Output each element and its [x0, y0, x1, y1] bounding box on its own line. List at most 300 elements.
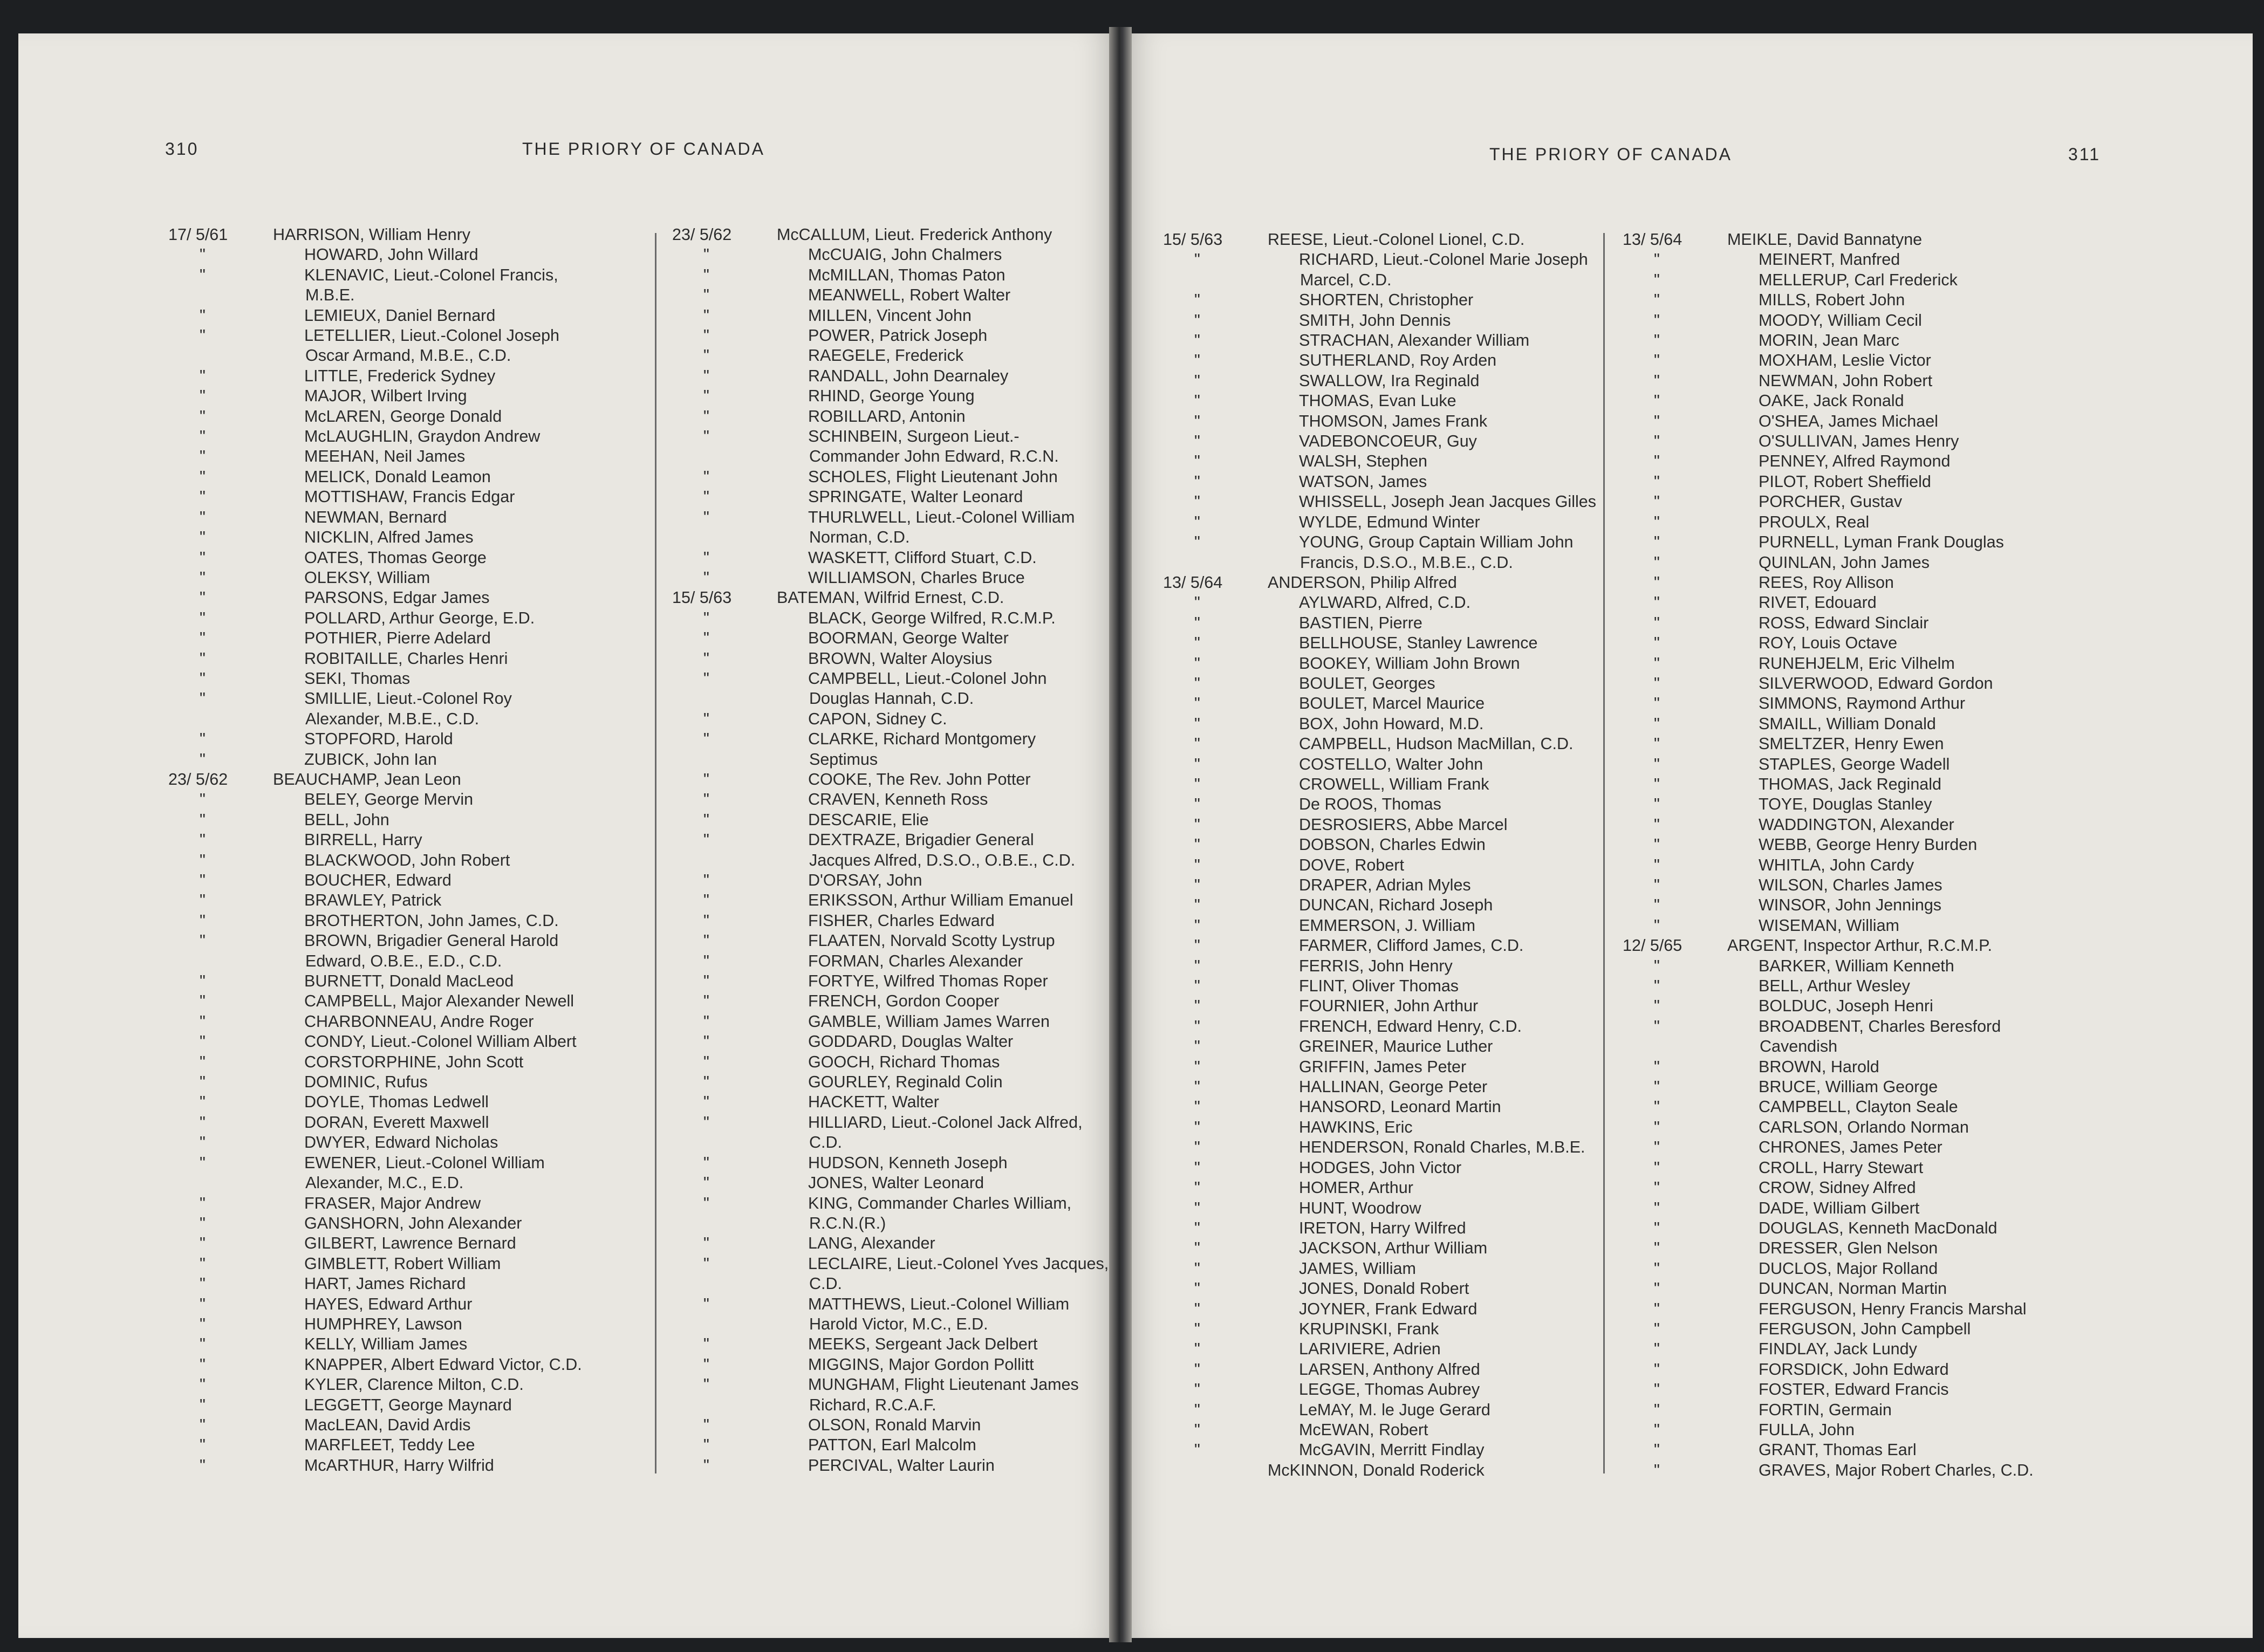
- list-item: [1163, 512, 1655, 532]
- list-item: [1163, 855, 1655, 875]
- member-name: GREINER, Maurice Luther: [1299, 1037, 1493, 1056]
- member-name: CHARBONNEAU, Andre Roger: [304, 1012, 534, 1031]
- list-item: [672, 709, 1109, 729]
- investiture-date: ": [703, 629, 709, 648]
- member-name: DUNCAN, Norman Martin: [1759, 1279, 1947, 1298]
- member-name: FULLA, John: [1759, 1420, 1855, 1439]
- list-item: [1623, 371, 2205, 391]
- list-item: [1163, 633, 1655, 653]
- date-spacer: [672, 527, 777, 547]
- list-item-continuation: [168, 285, 654, 305]
- investiture-date: ": [703, 1415, 709, 1434]
- investiture-date: ": [703, 568, 709, 587]
- list-item: [1623, 412, 2205, 431]
- member-name: LEMIEUX, Daniel Bernard: [304, 306, 496, 325]
- investiture-date: ": [1194, 1098, 1200, 1116]
- list-item: [1163, 331, 1655, 351]
- column-rule: [655, 233, 656, 1473]
- list-item: [168, 427, 654, 447]
- member-name: LeMAY, M. le Juge Gerard: [1299, 1400, 1490, 1419]
- member-name-continuation: Douglas Hannah, C.D.: [809, 689, 974, 708]
- investiture-date: ": [1194, 1319, 1200, 1338]
- member-name: MIGGINS, Major Gordon Pollitt: [808, 1355, 1034, 1374]
- investiture-date: ": [703, 508, 709, 526]
- list-item: [1163, 1097, 1655, 1117]
- member-name: COOKE, The Rev. John Potter: [808, 770, 1031, 789]
- investiture-date: ": [200, 1214, 206, 1232]
- list-item: [1163, 1218, 1655, 1238]
- investiture-date: ": [200, 548, 206, 567]
- list-item-continuation: [168, 1173, 654, 1193]
- investiture-date: ": [200, 326, 206, 345]
- member-name: HAWKINS, Eric: [1299, 1118, 1413, 1136]
- member-name: MEIKLE, David Bannatyne: [1727, 230, 1923, 249]
- investiture-date: ": [200, 669, 206, 688]
- member-name: FRENCH, Gordon Cooper: [808, 992, 1000, 1011]
- list-item: [1623, 755, 2205, 774]
- member-name: PORCHER, Gustav: [1759, 492, 1903, 511]
- list-item: [168, 770, 654, 790]
- list-item: [672, 1194, 1109, 1214]
- member-name: MAJOR, Wilbert Irving: [304, 387, 467, 406]
- list-item: [1163, 311, 1655, 331]
- list-item: [672, 1032, 1109, 1052]
- member-name: NICKLIN, Alfred James: [304, 528, 474, 547]
- member-name: OLSON, Ronald Marvin: [808, 1415, 981, 1434]
- member-name: GIMBLETT, Robert William: [304, 1254, 501, 1273]
- member-name: DWYER, Edward Nicholas: [304, 1133, 498, 1152]
- member-name: DESROSIERS, Abbe Marcel: [1299, 815, 1508, 834]
- investiture-date: ": [1654, 997, 1660, 1016]
- member-name: MEANWELL, Robert Walter: [808, 286, 1011, 305]
- investiture-date: ": [1194, 392, 1200, 410]
- member-name: ARGENT, Inspector Arthur, R.C.M.P.: [1727, 936, 1992, 955]
- list-item: [1623, 774, 2205, 794]
- list-item-continuation: [672, 1133, 1109, 1153]
- member-name: SILVERWOOD, Edward Gordon: [1759, 674, 1993, 693]
- list-item: [1623, 1299, 2205, 1319]
- member-name: HACKETT, Walter: [808, 1093, 939, 1112]
- investiture-date: ": [1654, 593, 1660, 612]
- list-item-continuation: [672, 851, 1109, 870]
- investiture-date: ": [1194, 735, 1200, 753]
- investiture-date: ": [200, 407, 206, 426]
- investiture-date: ": [703, 1355, 709, 1374]
- list-item: [1163, 1017, 1655, 1037]
- member-name: DOYLE, Thomas Ledwell: [304, 1093, 489, 1112]
- list-item: [168, 1254, 654, 1274]
- member-name: CARLSON, Orlando Norman: [1759, 1118, 1969, 1136]
- list-item: [168, 729, 654, 749]
- investiture-date: ": [1654, 956, 1660, 975]
- list-item: [1623, 492, 2205, 512]
- list-item: [168, 386, 654, 406]
- investiture-date: ": [703, 1294, 709, 1313]
- investiture-date: ": [1654, 331, 1660, 350]
- investiture-date: ": [1654, 634, 1660, 653]
- member-name: D'ORSAY, John: [808, 871, 922, 889]
- investiture-date: ": [1654, 815, 1660, 834]
- list-item: [168, 1214, 654, 1233]
- member-name: PILOT, Robert Sheffield: [1759, 472, 1931, 491]
- investiture-date: ": [1654, 1078, 1660, 1096]
- member-name: HUNT, Woodrow: [1299, 1198, 1421, 1217]
- investiture-date: ": [1194, 1259, 1200, 1278]
- entry-column: [1163, 230, 1655, 1480]
- member-name: FRASER, Major Andrew: [304, 1194, 481, 1212]
- date-spacer: [168, 285, 273, 305]
- member-name: PROULX, Real: [1759, 512, 1870, 531]
- member-name: BIRRELL, Harry: [304, 831, 422, 849]
- list-item: [1623, 855, 2205, 875]
- list-item: [1163, 654, 1655, 674]
- investiture-date: ": [1194, 956, 1200, 975]
- investiture-date: ": [1194, 634, 1200, 653]
- date-spacer: [672, 689, 777, 709]
- investiture-date: ": [1194, 977, 1200, 996]
- date-spacer: [672, 1314, 777, 1334]
- list-item: [672, 548, 1109, 568]
- member-name: DORAN, Everett Maxwell: [304, 1113, 489, 1132]
- list-item: [1623, 553, 2205, 573]
- investiture-date: ": [1194, 432, 1200, 451]
- list-item-continuation: [672, 1274, 1109, 1294]
- member-name: McMILLAN, Thomas Paton: [808, 265, 1006, 284]
- investiture-date: ": [1194, 1380, 1200, 1399]
- list-item: [1163, 936, 1655, 956]
- investiture-date: ": [1194, 1178, 1200, 1197]
- investiture-date: 13/ 5/64: [1163, 573, 1223, 592]
- list-item: [168, 628, 654, 648]
- member-name: CLARKE, Richard Montgomery: [808, 730, 1036, 749]
- list-item: [1623, 431, 2205, 451]
- list-item: [672, 951, 1109, 971]
- investiture-date: ": [703, 831, 709, 849]
- list-item: [1623, 1360, 2205, 1380]
- list-item: [168, 467, 654, 487]
- member-name: ANDERSON, Philip Alfred: [1268, 573, 1457, 592]
- member-name: WILLIAMSON, Charles Bruce: [808, 568, 1025, 587]
- list-item: [1163, 593, 1655, 613]
- member-name: DOMINIC, Rufus: [304, 1073, 428, 1092]
- investiture-date: ": [1654, 714, 1660, 733]
- member-name: WISEMAN, William: [1759, 916, 1899, 935]
- member-name: KING, Commander Charles William,: [808, 1194, 1072, 1212]
- investiture-date: ": [1194, 1239, 1200, 1258]
- list-item: [1623, 1118, 2205, 1137]
- list-item: [168, 608, 654, 628]
- investiture-date: ": [1654, 855, 1660, 874]
- investiture-date: ": [703, 407, 709, 426]
- investiture-date: ": [703, 306, 709, 325]
- member-name: MELICK, Donald Leamon: [304, 467, 491, 486]
- member-name: McCUAIG, John Chalmers: [808, 245, 1002, 264]
- investiture-date: ": [1654, 1461, 1660, 1479]
- member-name: SEKI, Thomas: [304, 669, 411, 688]
- list-item: [1623, 694, 2205, 714]
- date-spacer: [672, 1133, 777, 1153]
- investiture-date: ": [1194, 1198, 1200, 1217]
- member-name: McLAUGHLIN, Graydon Andrew: [304, 427, 541, 446]
- investiture-date: 17/ 5/61: [168, 225, 228, 244]
- member-name: HAYES, Edward Arthur: [304, 1294, 473, 1313]
- member-name: YOUNG, Group Captain William John: [1299, 533, 1574, 552]
- member-name: FOSTER, Edward Francis: [1759, 1380, 1949, 1399]
- investiture-date: ": [1654, 1239, 1660, 1258]
- investiture-date: ": [200, 831, 206, 849]
- investiture-date: ": [703, 1093, 709, 1112]
- investiture-date: ": [200, 1012, 206, 1031]
- investiture-date: ": [1194, 291, 1200, 310]
- list-item: [1623, 1238, 2205, 1258]
- investiture-date: ": [703, 951, 709, 970]
- investiture-date: ": [703, 265, 709, 284]
- member-name: BELL, John: [304, 810, 389, 829]
- member-name: HART, James Richard: [304, 1274, 466, 1293]
- investiture-date: ": [1194, 896, 1200, 915]
- list-item: [1623, 794, 2205, 814]
- list-item: [672, 649, 1109, 669]
- investiture-date: ": [200, 568, 206, 587]
- investiture-date: ": [1194, 452, 1200, 471]
- investiture-date: ": [200, 1436, 206, 1455]
- investiture-date: ": [703, 992, 709, 1011]
- investiture-date: ": [1654, 1340, 1660, 1359]
- list-item: [1623, 1137, 2205, 1157]
- list-item: [168, 1072, 654, 1092]
- list-item: [1623, 1380, 2205, 1400]
- member-name: ERIKSSON, Arthur William Emanuel: [808, 891, 1073, 910]
- investiture-date: ": [1194, 1360, 1200, 1379]
- list-item: [672, 386, 1109, 406]
- list-item: [1163, 1319, 1655, 1339]
- member-name: EMMERSON, J. William: [1299, 916, 1476, 935]
- list-item: [672, 729, 1109, 749]
- member-name: BOUCHER, Edward: [304, 871, 452, 889]
- date-spacer: [672, 1274, 777, 1294]
- member-name: BELLHOUSE, Stanley Lawrence: [1299, 634, 1538, 653]
- list-item: [1163, 230, 1655, 250]
- member-name: LEGGE, Thomas Aubrey: [1299, 1380, 1480, 1399]
- member-name: MORIN, Jean Marc: [1759, 331, 1899, 350]
- investiture-date: 12/ 5/65: [1623, 936, 1682, 955]
- list-item: [168, 306, 654, 326]
- member-name: GAMBLE, William James Warren: [808, 1012, 1050, 1031]
- investiture-date: ": [1194, 1218, 1200, 1237]
- member-name: CAMPBELL, Clayton Seale: [1759, 1098, 1958, 1116]
- list-item: [1623, 835, 2205, 855]
- date-spacer: [168, 1173, 273, 1193]
- investiture-date: ": [1654, 553, 1660, 572]
- list-item: [1163, 492, 1655, 512]
- member-name: DOUGLAS, Kenneth MacDonald: [1759, 1218, 1998, 1237]
- list-item: [1623, 250, 2205, 270]
- member-name: IRETON, Harry Wilfred: [1299, 1218, 1466, 1237]
- member-name: CROWELL, William Frank: [1299, 774, 1489, 793]
- date-spacer: [672, 1395, 777, 1415]
- list-item: [168, 931, 654, 951]
- member-name: GOOCH, Richard Thomas: [808, 1052, 1000, 1071]
- investiture-date: ": [703, 871, 709, 889]
- investiture-date: ": [1654, 896, 1660, 915]
- list-item: [168, 568, 654, 588]
- member-name: EWENER, Lieut.-Colonel William: [304, 1153, 545, 1172]
- investiture-date: ": [703, 467, 709, 486]
- list-item: [168, 911, 654, 931]
- investiture-date: ": [1654, 735, 1660, 753]
- investiture-date: ": [200, 245, 206, 264]
- list-item-continuation: [672, 447, 1109, 467]
- list-item-continuation: [1163, 553, 1655, 573]
- list-item: [168, 407, 654, 427]
- investiture-date: ": [200, 1113, 206, 1132]
- member-name: BOULET, Marcel Maurice: [1299, 694, 1485, 713]
- list-item: [1163, 1057, 1655, 1077]
- list-item-continuation: [672, 750, 1109, 770]
- investiture-date: ": [200, 467, 206, 486]
- member-name: GANSHORN, John Alexander: [304, 1214, 522, 1232]
- member-name: PATTON, Earl Malcolm: [808, 1436, 976, 1455]
- list-item: [1623, 1198, 2205, 1218]
- investiture-date: ": [1654, 533, 1660, 552]
- list-item: [1163, 250, 1655, 270]
- investiture-date: ": [703, 770, 709, 789]
- investiture-date: ": [1194, 714, 1200, 733]
- list-item: [672, 225, 1109, 245]
- date-spacer: [1163, 553, 1268, 573]
- list-item: [168, 1355, 654, 1375]
- investiture-date: ": [703, 548, 709, 567]
- member-name: KNAPPER, Albert Edward Victor, C.D.: [304, 1355, 582, 1374]
- list-item: [168, 1375, 654, 1395]
- member-name: JAMES, William: [1299, 1259, 1416, 1278]
- member-name: BEAUCHAMP, Jean Leon: [273, 770, 461, 789]
- investiture-date: ": [703, 1174, 709, 1192]
- investiture-date: ": [200, 1052, 206, 1071]
- member-name: SMAILL, William Donald: [1759, 714, 1936, 733]
- member-name: SHORTEN, Christopher: [1299, 291, 1474, 310]
- member-name: WHITLA, John Cardy: [1759, 855, 1914, 874]
- member-name: WHISSELL, Joseph Jean Jacques Gilles: [1299, 492, 1596, 511]
- member-name: RIVET, Edouard: [1759, 593, 1877, 612]
- member-name: DESCARIE, Elie: [808, 810, 929, 829]
- investiture-date: ": [703, 891, 709, 910]
- list-item: [1163, 1238, 1655, 1258]
- list-item: [168, 689, 654, 709]
- investiture-date: ": [1654, 654, 1660, 673]
- list-item: [1163, 1077, 1655, 1097]
- investiture-date: 13/ 5/64: [1623, 230, 1682, 249]
- list-item: [1623, 956, 2205, 976]
- investiture-date: ": [703, 1456, 709, 1475]
- investiture-date: ": [200, 508, 206, 526]
- list-item: [1623, 311, 2205, 331]
- list-item: [1163, 1259, 1655, 1279]
- member-name: RICHARD, Lieut.-Colonel Marie Joseph: [1299, 250, 1588, 269]
- investiture-date: ": [1194, 1340, 1200, 1359]
- member-name: BRAWLEY, Patrick: [304, 891, 442, 910]
- list-item: [168, 810, 654, 830]
- list-item: [672, 669, 1109, 689]
- member-name: CROW, Sidney Alfred: [1759, 1178, 1916, 1197]
- investiture-date: ": [1654, 977, 1660, 996]
- investiture-date: ": [1654, 835, 1660, 854]
- list-item: [1623, 351, 2205, 371]
- date-spacer: [672, 447, 777, 467]
- member-name: MEEHAN, Neil James: [304, 447, 466, 466]
- member-name-continuation: Marcel, C.D.: [1300, 270, 1392, 289]
- investiture-date: ": [200, 1395, 206, 1414]
- investiture-date: ": [1654, 1098, 1660, 1116]
- member-name: WYLDE, Edmund Winter: [1299, 512, 1480, 531]
- list-item: [1163, 674, 1655, 694]
- member-name-continuation: Alexander, M.C., E.D.: [305, 1174, 464, 1192]
- member-name: MacLEAN, David Ardis: [304, 1415, 471, 1434]
- list-item: [168, 1415, 654, 1435]
- investiture-date: ": [1194, 694, 1200, 713]
- member-name: MATTHEWS, Lieut.-Colonel William: [808, 1294, 1070, 1313]
- investiture-date: ": [1194, 774, 1200, 793]
- list-item: [1163, 895, 1655, 915]
- list-item: [168, 1435, 654, 1455]
- member-name: CHRONES, James Peter: [1759, 1138, 1942, 1157]
- investiture-date: ": [703, 669, 709, 688]
- list-item: [168, 790, 654, 810]
- list-item: [1623, 895, 2205, 915]
- list-item: [1623, 270, 2205, 290]
- list-item: [1163, 734, 1655, 754]
- investiture-date: ": [703, 1012, 709, 1031]
- investiture-date: ": [1194, 512, 1200, 531]
- left-page: [18, 33, 1109, 1638]
- investiture-date: ": [200, 1335, 206, 1354]
- list-item: [1163, 1137, 1655, 1157]
- investiture-date: ": [1654, 694, 1660, 713]
- member-name: DRAPER, Adrian Myles: [1299, 876, 1471, 894]
- list-item: [1623, 1440, 2205, 1460]
- list-item: [672, 1092, 1109, 1112]
- list-item: [1163, 714, 1655, 734]
- member-name: O'SULLIVAN, James Henry: [1759, 432, 1959, 451]
- investiture-date: ": [1654, 1178, 1660, 1197]
- member-name: FISHER, Charles Edward: [808, 911, 995, 930]
- investiture-date: ": [703, 1254, 709, 1273]
- list-item: [168, 1314, 654, 1334]
- investiture-date: ": [1194, 311, 1200, 330]
- list-item: [1163, 391, 1655, 411]
- list-item: [1623, 472, 2205, 492]
- member-name-continuation: C.D.: [809, 1133, 842, 1152]
- member-name: WINSOR, John Jennings: [1759, 896, 1942, 915]
- member-name: HODGES, John Victor: [1299, 1158, 1462, 1177]
- member-name: LITTLE, Frederick Sydney: [304, 366, 496, 385]
- member-name: BROADBENT, Charles Beresford: [1759, 1017, 2001, 1036]
- list-item: [168, 1052, 654, 1072]
- list-item: [1623, 674, 2205, 694]
- list-item-continuation: [168, 709, 654, 729]
- investiture-date: ": [200, 730, 206, 749]
- investiture-date: ": [1194, 472, 1200, 491]
- investiture-date: ": [200, 649, 206, 668]
- member-name: FORSDICK, John Edward: [1759, 1360, 1949, 1379]
- list-item: [1623, 1319, 2205, 1339]
- investiture-date: ": [200, 851, 206, 869]
- investiture-date: ": [200, 1294, 206, 1313]
- member-name: FOURNIER, John Arthur: [1299, 997, 1479, 1016]
- member-name: MILLEN, Vincent John: [808, 306, 972, 325]
- investiture-date: ": [703, 245, 709, 264]
- member-name: HANSORD, Leonard Martin: [1299, 1098, 1501, 1116]
